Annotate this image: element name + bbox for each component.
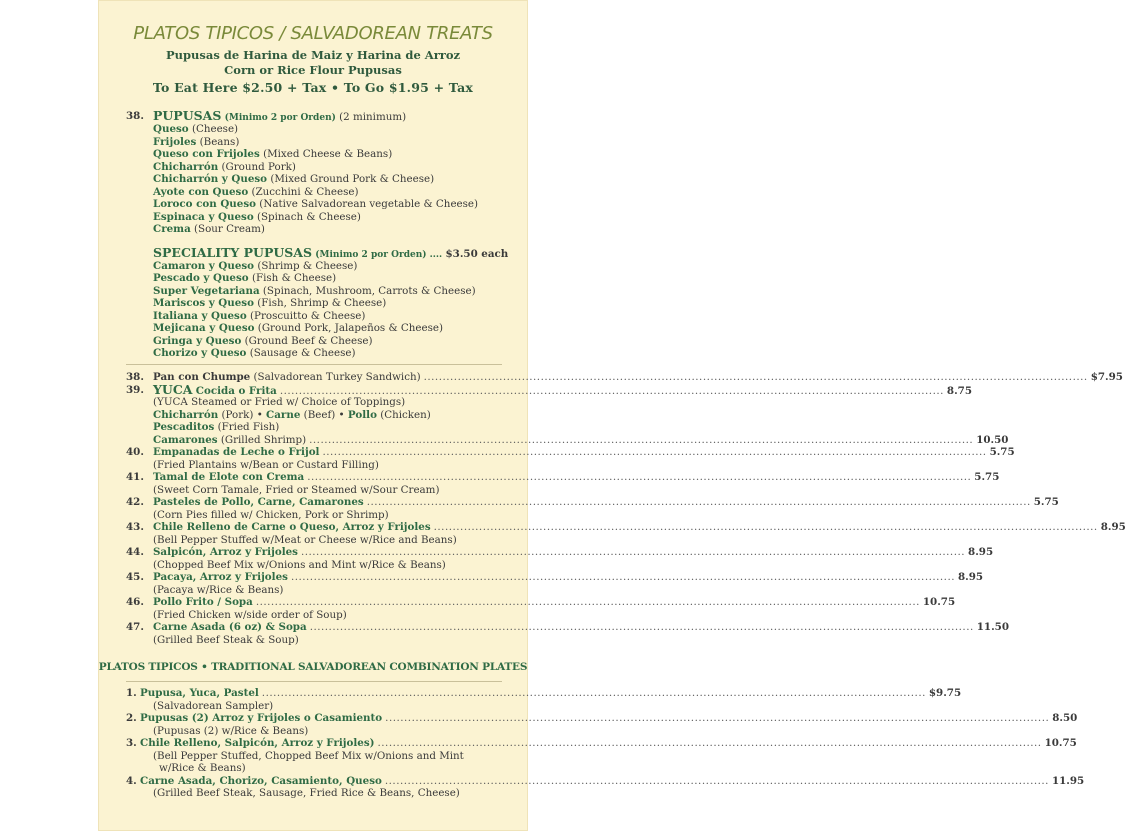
option-name: Carne <box>266 408 301 421</box>
list-item <box>126 198 502 211</box>
dish-desc-line <box>126 459 502 472</box>
item-number: 45. <box>126 571 144 583</box>
dish-desc: (Grilled Beef Steak & Soup) <box>153 633 299 646</box>
filling-name: Italiana y Queso <box>153 309 247 322</box>
item-number: 41. <box>126 471 144 483</box>
item-number: 39. <box>126 383 144 396</box>
speciality-minimum: (Minimo 2 por Orden) .... <box>315 250 443 260</box>
filling-desc: (Fish, Shrimp & Cheese) <box>257 297 387 309</box>
dish-name: Salpicón, Arroz y Frijoles <box>153 546 298 558</box>
list-item <box>126 186 502 199</box>
item-number: 43. <box>126 521 144 533</box>
option-desc: (Beef) <box>303 408 336 421</box>
pupusas-minimum: (Minimo 2 por Orden) <box>224 113 336 123</box>
dish-desc-line <box>126 559 502 572</box>
filling-name: Camaron y Queso <box>153 259 255 272</box>
menu-item <box>126 471 1000 484</box>
speciality-price: $3.50 each <box>445 248 509 260</box>
list-item <box>126 310 502 323</box>
list-item <box>126 272 502 285</box>
pupusas-minimum-en: (2 minimum) <box>339 111 407 123</box>
filling-name: Chicharrón <box>153 160 219 173</box>
dish-name: YUCA <box>153 381 193 397</box>
filling-desc: (Cheese) <box>191 123 239 135</box>
dish-price: 5.75 <box>974 471 1000 483</box>
dish-desc-line <box>126 509 502 522</box>
menu-item <box>126 774 1085 788</box>
dish-price: 8.95 <box>1100 521 1126 533</box>
dish-options <box>126 421 502 434</box>
option-desc: (Fried Fish) <box>217 421 280 433</box>
dish-note <box>126 396 502 409</box>
dish-name: Pupusas (2) Arroz y Frijoles o Casamiento <box>140 712 383 724</box>
option-name: Chicharrón <box>153 408 219 421</box>
menu-item <box>126 621 1010 634</box>
menu-item <box>126 596 956 609</box>
item-number: 47. <box>126 621 144 633</box>
option-desc: (Grilled Shrimp) <box>220 433 307 446</box>
item-number: 42. <box>126 496 144 508</box>
dish-desc: (Pupusas (2) w/Rice & Beans) <box>153 724 309 737</box>
menu-item <box>126 446 1015 459</box>
dish-name: Pasteles de Pollo, Carne, Camarones <box>153 496 364 508</box>
filling-name: Queso con Frijoles <box>153 148 260 160</box>
dish-desc: (Salvadorean Turkey Sandwich) <box>253 371 421 383</box>
option-name: Pollo <box>347 408 377 421</box>
list-item <box>126 260 502 273</box>
dish-price: 10.75 <box>1044 737 1077 749</box>
list-item <box>126 223 502 236</box>
filling-name: Ayote con Queso <box>153 185 249 198</box>
filling-desc: (Mixed Ground Pork & Cheese) <box>270 173 435 185</box>
filling-name: Pescado y Queso <box>153 272 249 284</box>
dish-price: 8.75 <box>946 384 972 397</box>
dish-desc: (Pacaya w/Rice & Beans) <box>153 583 284 596</box>
item-number: 1. <box>126 687 137 699</box>
dish-desc: (Chopped Beef Mix w/Onions and Mint w/Rice & Beans) <box>153 558 446 571</box>
dish-price: 8.95 <box>958 571 984 583</box>
list-item <box>126 297 502 310</box>
list-item <box>126 322 502 335</box>
filling-name: Chorizo y Queso <box>153 347 247 359</box>
menu-item <box>126 521 1126 534</box>
option-name: Camarones <box>153 433 218 446</box>
option-desc: (Chicken) <box>380 408 431 421</box>
pupusas-title: PUPUSAS <box>153 108 222 123</box>
list-item <box>126 148 502 161</box>
list-item <box>126 136 502 149</box>
dish-desc-line <box>126 762 502 775</box>
filling-name: Queso <box>153 123 189 135</box>
dish-price: $9.75 <box>928 687 962 699</box>
dish-desc-line <box>126 725 502 738</box>
list-item <box>126 285 502 298</box>
filling-name: Gringa y Queso <box>153 334 242 347</box>
dish-options: Chicharrón (Pork) • Carne (Beef) • Pollo (Chicken) <box>153 408 431 421</box>
dish-desc: (Salvadorean Sampler) <box>153 699 274 712</box>
menu-item <box>126 571 984 584</box>
filling-desc: (Zucchini & Cheese) <box>251 185 359 198</box>
filling-name: Chicharrón y Queso <box>153 173 268 185</box>
menu-item <box>126 546 994 559</box>
dish-desc: (Fried Chicken w/side order of Soup) <box>153 608 347 621</box>
filling-desc: (Sour Cream) <box>194 223 265 235</box>
dish-price: 11.50 <box>976 621 1010 633</box>
dish-desc-line <box>126 787 502 800</box>
dish-price: 5.75 <box>1033 496 1059 508</box>
list-item <box>126 123 502 136</box>
dish-name: Tamal de Elote con Crema <box>153 471 305 483</box>
filling-name: Frijoles <box>153 135 197 148</box>
menu-item <box>126 687 962 700</box>
list-item <box>126 161 502 174</box>
filling-name: Espinaca y Queso <box>153 210 254 223</box>
menu-item <box>126 712 1078 725</box>
dish-desc: (Sweet Corn Tamale, Fried or Steamed w/Sour Cream) <box>153 483 440 496</box>
speciality-title: SPECIALITY PUPUSAS <box>153 245 313 260</box>
dish-price: 11.95 <box>1051 774 1085 787</box>
dish-price: 8.50 <box>1052 712 1078 724</box>
dish-name: Pupusa, Yuca, Pastel <box>140 687 259 699</box>
divider <box>126 364 502 365</box>
filling-name: Mariscos y Queso <box>153 297 254 309</box>
dish-desc-line <box>126 750 502 763</box>
dish-desc: w/Rice & Beans) <box>159 762 246 774</box>
filling-name: Loroco con Queso <box>153 198 257 210</box>
list-item <box>126 173 502 186</box>
dish-desc-line <box>126 584 502 597</box>
pupusa-price-line: To Eat Here $2.50 + Tax • To Go $1.95 + Tax <box>152 80 474 95</box>
filling-desc: (Sausage & Cheese) <box>249 347 356 359</box>
dish-name: Chile Relleno, Salpicón, Arroz y Frijoles) <box>140 737 375 749</box>
filling-desc: (Mixed Cheese & Beans) <box>263 148 393 160</box>
dish-name: Chile Relleno de Carne o Queso, Arroz y Frijoles <box>153 521 431 533</box>
menu-title: PLATOS TIPICOS / SALVADOREAN TREATS <box>133 23 493 44</box>
filling-desc: (Beans) <box>199 135 240 148</box>
filling-desc: (Fish & Cheese) <box>251 272 337 284</box>
menu-item <box>126 737 1077 750</box>
dish-desc-line <box>126 534 502 547</box>
pupusas-header <box>126 110 502 123</box>
dish-desc: (Corn Pies filled w/ Chicken, Pork or Shrimp) <box>153 508 389 521</box>
menu-sheet <box>98 0 1126 831</box>
menu-item <box>126 381 972 397</box>
filling-name: Mejicana y Queso <box>153 322 255 334</box>
dish-price: $7.95 <box>1090 371 1123 383</box>
item-number: 46. <box>126 596 144 608</box>
dish-name: Pacaya, Arroz y Frijoles <box>153 571 288 583</box>
menu-subtitle-english: Corn or Rice Flour Pupusas <box>224 63 402 77</box>
item-number: 2. <box>126 712 137 724</box>
dish-desc: (Fried Plantains w/Bean or Custard Filling) <box>153 458 379 471</box>
filling-desc: (Ground Pork, Jalapeños & Cheese) <box>257 322 444 334</box>
dish-desc: (YUCA Steamed or Fried w/ Choice of Toppings) <box>153 396 406 408</box>
filling-desc: (Shrimp & Cheese) <box>257 259 358 272</box>
dish-desc: (Bell Pepper Stuffed w/Meat or Cheese w/Rice and Beans) <box>153 533 457 546</box>
menu-subtitle-spanish: Pupusas de Harina de Maiz y Harina de Arroz <box>165 48 461 62</box>
filling-desc: (Ground Pork) <box>221 160 296 173</box>
menu-item <box>126 496 1059 509</box>
list-item <box>126 211 502 224</box>
dish-name-suffix: Cocida o Frita <box>195 384 277 397</box>
dish-desc-line <box>126 609 502 622</box>
item-number: 3. <box>126 737 137 749</box>
filling-name: Super Vegetariana <box>153 284 260 297</box>
option-name: Pescaditos <box>153 421 215 433</box>
list-item <box>126 335 502 348</box>
filling-name: Crema <box>153 223 191 235</box>
divider <box>126 681 502 682</box>
item-number: 38. <box>126 371 144 383</box>
dish-price: 8.95 <box>968 546 994 558</box>
item-number: 44. <box>126 546 144 558</box>
filling-desc: (Spinach & Cheese) <box>256 210 361 223</box>
combo-section-title: PLATOS TIPICOS • TRADITIONAL SALVADOREAN COMBINATION PLATES <box>98 661 528 673</box>
dish-name: Carne Asada (6 oz) & Sopa <box>153 621 307 633</box>
dish-price: 5.75 <box>989 446 1015 458</box>
dish-name: Pollo Frito / Sopa <box>153 596 253 608</box>
dish-desc-line <box>126 634 502 647</box>
dish-desc-line <box>126 484 502 497</box>
filling-desc: (Ground Beef & Cheese) <box>244 334 373 347</box>
item-number: 40. <box>126 446 144 458</box>
dish-desc-line <box>126 700 502 713</box>
dish-desc: (Bell Pepper Stuffed, Chopped Beef Mix w/Onions and Mint <box>153 749 464 762</box>
speciality-header <box>126 245 509 260</box>
filling-desc: (Native Salvadorean vegetable & Cheese) <box>259 198 479 210</box>
list-item <box>126 347 502 360</box>
item-number: 38. <box>126 110 144 122</box>
filling-desc: (Proscuitto & Cheese) <box>250 309 366 322</box>
dish-price: 10.50 <box>976 433 1009 446</box>
dish-name: Carne Asada, Chorizo, Casamiento, Queso <box>140 774 382 787</box>
item-number: 4. <box>126 774 137 787</box>
filling-desc: (Spinach, Mushroom, Carrots & Cheese) <box>262 284 476 297</box>
dish-name: Pan con Chumpe <box>153 371 251 383</box>
dish-name: Empanadas de Leche o Frijol <box>153 446 320 458</box>
dish-desc: (Grilled Beef Steak, Sausage, Fried Rice & Beans, Cheese) <box>153 787 460 799</box>
option-desc: (Pork) <box>221 408 254 421</box>
menu-item <box>126 433 1009 447</box>
dish-price: 10.75 <box>922 596 956 608</box>
